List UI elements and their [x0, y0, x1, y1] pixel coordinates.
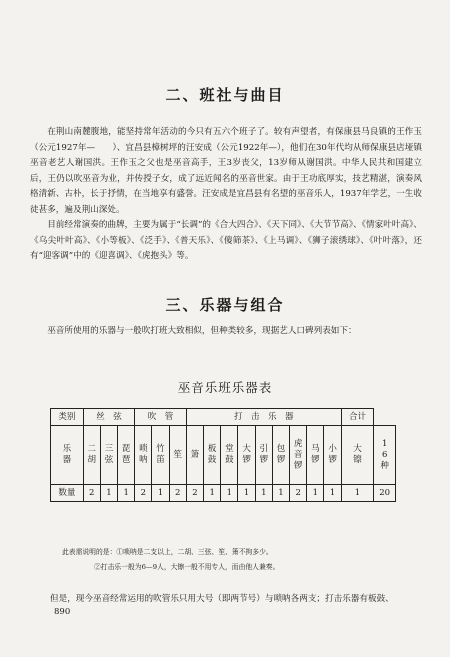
section-heading-instruments: 三、乐器与组合 — [165, 296, 285, 314]
count-cell: 1 — [221, 485, 238, 502]
paragraph-continued: 但是，现今巫音经常运用的吹管乐只用大号（即两节号）与唢呐各两支；打击乐器有板鼓、 — [50, 594, 394, 604]
count-cell: 1 — [341, 485, 374, 502]
table-notes — [62, 545, 279, 575]
instrument-cell: 大镲 — [341, 426, 374, 485]
count-cell: 1 — [324, 485, 341, 502]
table-header-row — [51, 409, 396, 426]
table-title: 巫音乐班乐器表 — [177, 380, 273, 395]
count-cell: 2 — [169, 485, 186, 502]
count-cell: 2 — [83, 485, 100, 502]
header-strings: 丝 弦 — [83, 409, 135, 426]
count-cell: 1 — [307, 485, 324, 502]
instrument-cell: 虎音锣 — [290, 426, 307, 485]
table-count-row — [51, 485, 396, 502]
count-cell: 1 — [272, 485, 289, 502]
table-instrument-row — [51, 426, 396, 485]
instrument-cell: 琵琶 — [118, 426, 135, 485]
instrument-cell: 马锣 — [307, 426, 324, 485]
count-cell: 1 — [255, 485, 272, 502]
count-cell: 1 — [238, 485, 255, 502]
count-cell: 1 — [118, 485, 135, 502]
instrument-cell: 三弦 — [100, 426, 117, 485]
paragraph-instruments-intro: 巫音所使用的乐器与一般吹打班大致相似，但种类较多，现据艺人口碑列表如下： — [47, 326, 357, 336]
count-cell: 2 — [290, 485, 307, 502]
instrument-table — [50, 408, 396, 502]
header-winds: 吹 管 — [135, 409, 187, 426]
count-cell: 2 — [186, 485, 203, 502]
instrument-cell: 包锣 — [272, 426, 289, 485]
header-total: 合计 — [341, 409, 374, 426]
instrument-cell: 板鼓 — [204, 426, 221, 485]
instrument-cell: 小锣 — [324, 426, 341, 485]
table-note-1: 此表需说明的是：①唢呐是二支以上，二胡、三弦、笙、箫不拘多少。 — [62, 548, 273, 556]
table-note-2: ②打击乐一般为6—9人，大镲一般不用专人，而由他人兼奏。 — [94, 563, 280, 571]
header-category: 类别 — [51, 409, 84, 426]
row-label-count: 数量 — [51, 485, 84, 502]
instrument-total-cell: 16种 — [374, 426, 396, 485]
instrument-cell: 大锣 — [238, 426, 255, 485]
count-cell: 1 — [100, 485, 117, 502]
paragraph-troupes: 在荆山南麓腹地，能坚持常年活动的今只有五六个班子了。较有声望者，有保康县马良镇的王作玉（公元1927年— ）、宜昌县樟树坪的汪安成（公元1922年—），他们在30年代均从师保康县店垭镇巫音老艺人谢国洪。王作玉之父也是巫音高手，王3岁丧父，13岁师从谢国洪。中华人民共和国建立后，王仍以吹巫音为业，并传授子女，成了远近闻名的巫音世家。由于王功底厚实，技艺精湛，演奏风格清新、古朴，长于抒情，在当地享有盛誉。汪安成是宜昌县有名望的巫音乐人，1937年学艺，一生收徒甚多，遍及荆山深处。 — [30, 127, 422, 215]
instrument-cell: 引锣 — [255, 426, 272, 485]
page-number: 890 — [54, 607, 71, 617]
paragraph-tunes: 目前经常演奏的曲牌，主要为属于“长调”的《合大四合》、《天下同》、《大节节高》、《情家叶叶高》、《乌尖叶叶高》、《小等板》、《泛手》、《普天乐》、《傻筛茶》、《上马调》、《狮子滚绣球》、《叶叶落》，还有“迎客调”中的《迎喜调》、《虎抱头》等。 — [30, 220, 422, 262]
header-percussion: 打 击 乐 器 — [186, 409, 341, 426]
row-label-instruments: 乐器 — [51, 426, 84, 485]
count-total-cell: 20 — [374, 485, 396, 502]
instrument-cell: 箫 — [186, 426, 203, 485]
instrument-cell: 笙 — [169, 426, 186, 485]
instrument-cell: 唢呐 — [135, 426, 152, 485]
count-cell: 1 — [152, 485, 169, 502]
count-cell: 2 — [135, 485, 152, 502]
instrument-cell: 竹笛 — [152, 426, 169, 485]
instrument-cell: 二胡 — [83, 426, 100, 485]
instrument-cell: 堂鼓 — [221, 426, 238, 485]
count-cell: 1 — [204, 485, 221, 502]
section-heading-troupes: 二、班社与曲目 — [165, 86, 285, 104]
